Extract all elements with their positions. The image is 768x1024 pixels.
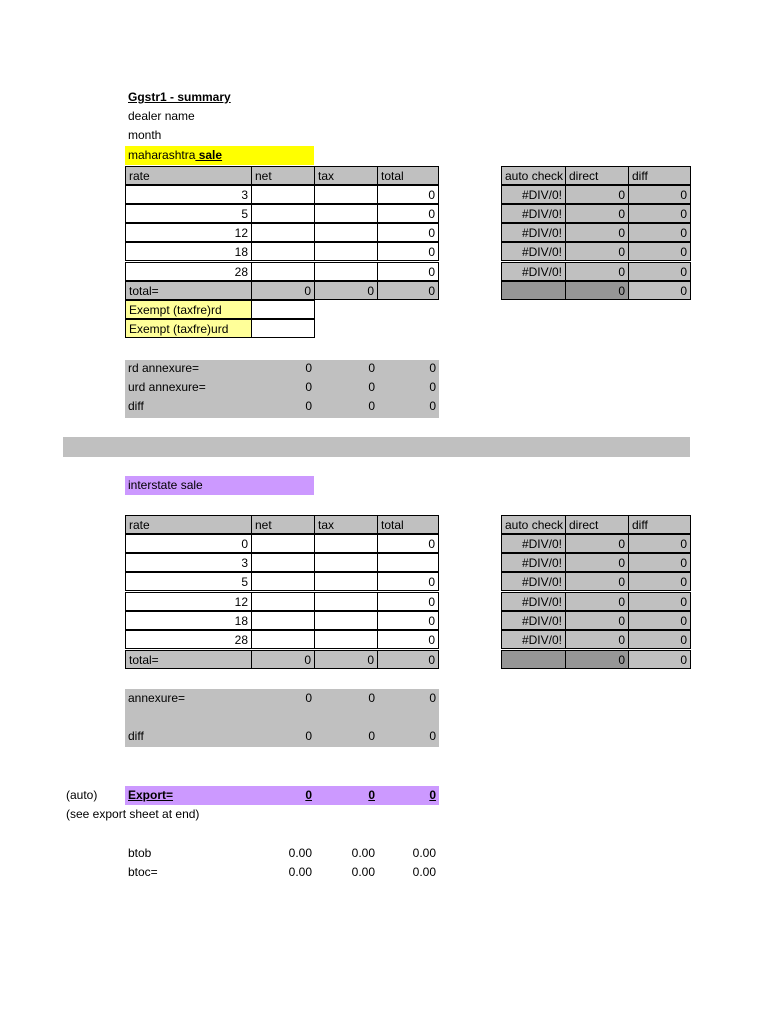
- is-total-cell[interactable]: 0: [377, 534, 439, 553]
- maharashtra-sale-title: [125, 146, 314, 165]
- mh-total-label: total=: [125, 281, 252, 300]
- is-check-direct[interactable]: 0: [565, 630, 629, 649]
- mh-rate-cell[interactable]: 12: [125, 223, 252, 242]
- is-net-cell[interactable]: [251, 630, 315, 649]
- mh-rate-cell[interactable]: 18: [125, 242, 252, 261]
- is-annexure-label: annexure=: [128, 691, 186, 705]
- mh-net-cell[interactable]: [251, 242, 315, 261]
- is-rate-cell[interactable]: 3: [125, 553, 252, 572]
- mh-check-total-blank: [501, 281, 566, 300]
- mh-check-diff[interactable]: 0: [628, 204, 691, 223]
- is-check-auto[interactable]: #DIV/0!: [501, 611, 566, 630]
- is-check-col-diff: diff: [628, 515, 691, 534]
- is-check-auto[interactable]: #DIV/0!: [501, 572, 566, 591]
- maharashtra-title-prefix: maharashtra: [128, 148, 196, 162]
- mh-total-total[interactable]: 0: [377, 281, 439, 300]
- mh-diff-label: diff: [128, 399, 144, 413]
- btoc-label: btoc=: [128, 865, 158, 879]
- section-separator: [63, 437, 690, 457]
- mh-total-cell[interactable]: 0: [377, 262, 439, 281]
- is-check-diff[interactable]: 0: [628, 630, 691, 649]
- is-col-total: total: [377, 515, 439, 534]
- mh-total-cell[interactable]: 0: [377, 223, 439, 242]
- mh-total-net[interactable]: 0: [251, 281, 315, 300]
- rd-annexure-net[interactable]: 0: [305, 361, 312, 375]
- is-tax-cell[interactable]: [314, 534, 378, 553]
- is-total-cell[interactable]: 0: [377, 572, 439, 591]
- mh-check-auto[interactable]: #DIV/0!: [501, 242, 566, 261]
- mh-tax-cell[interactable]: [314, 223, 378, 242]
- is-net-cell[interactable]: [251, 572, 315, 591]
- is-check-total-direct[interactable]: 0: [565, 650, 629, 669]
- is-total-tax[interactable]: 0: [314, 650, 378, 669]
- export-total[interactable]: 0: [429, 788, 436, 802]
- export-label: Export=: [128, 788, 174, 802]
- mh-rate-cell[interactable]: 28: [125, 262, 252, 281]
- is-col-rate: rate: [125, 515, 252, 534]
- is-annexure-net[interactable]: 0: [305, 691, 312, 705]
- is-net-cell[interactable]: [251, 553, 315, 572]
- mh-check-col-auto: auto check: [501, 166, 566, 185]
- is-diff-net[interactable]: 0: [305, 729, 312, 743]
- is-col-tax: tax: [314, 515, 378, 534]
- mh-check-diff[interactable]: 0: [628, 185, 691, 204]
- btob-label: btob: [128, 846, 152, 860]
- is-check-direct[interactable]: 0: [565, 572, 629, 591]
- is-rate-cell[interactable]: 18: [125, 611, 252, 630]
- is-net-cell[interactable]: [251, 611, 315, 630]
- mh-diff-net[interactable]: 0: [305, 399, 312, 413]
- mh-tax-cell[interactable]: [314, 262, 378, 281]
- mh-net-cell[interactable]: [251, 262, 315, 281]
- is-rate-cell[interactable]: 0: [125, 534, 252, 553]
- rd-annexure-total[interactable]: 0: [429, 361, 436, 375]
- btob-tax[interactable]: 0.00: [351, 846, 375, 860]
- is-check-auto[interactable]: #DIV/0!: [501, 630, 566, 649]
- btoc-tax[interactable]: 0.00: [351, 865, 375, 879]
- export-net[interactable]: 0: [305, 788, 312, 802]
- is-check-auto[interactable]: #DIV/0!: [501, 534, 566, 553]
- mh-check-diff[interactable]: 0: [628, 242, 691, 261]
- exempt-rd-value[interactable]: [251, 300, 315, 319]
- mh-rate-cell[interactable]: 5: [125, 204, 252, 223]
- mh-check-direct[interactable]: 0: [565, 185, 629, 204]
- mh-col-total: total: [377, 166, 439, 185]
- mh-check-diff[interactable]: 0: [628, 223, 691, 242]
- is-net-cell[interactable]: [251, 534, 315, 553]
- is-total-total[interactable]: 0: [377, 650, 439, 669]
- is-check-direct[interactable]: 0: [565, 553, 629, 572]
- is-col-net: net: [251, 515, 315, 534]
- is-total-cell[interactable]: 0: [377, 592, 439, 611]
- mh-col-tax: tax: [314, 166, 378, 185]
- mh-check-col-diff: diff: [628, 166, 691, 185]
- mh-total-cell[interactable]: 0: [377, 185, 439, 204]
- is-tax-cell[interactable]: [314, 553, 378, 572]
- is-rate-cell[interactable]: 12: [125, 592, 252, 611]
- is-net-cell[interactable]: [251, 592, 315, 611]
- mh-check-auto[interactable]: #DIV/0!: [501, 262, 566, 281]
- is-check-auto[interactable]: #DIV/0!: [501, 553, 566, 572]
- export-auto-label: (auto): [66, 788, 98, 802]
- mh-net-cell[interactable]: [251, 223, 315, 242]
- mh-diff-total[interactable]: 0: [429, 399, 436, 413]
- is-rate-cell[interactable]: 28: [125, 630, 252, 649]
- export-tax[interactable]: 0: [368, 788, 375, 802]
- mh-total-cell[interactable]: 0: [377, 204, 439, 223]
- urd-annexure-label: urd annexure=: [128, 380, 206, 394]
- sheet-title: Ggstr1 - summary: [128, 90, 231, 104]
- mh-col-net: net: [251, 166, 315, 185]
- mh-tax-cell[interactable]: [314, 204, 378, 223]
- mh-check-direct[interactable]: 0: [565, 223, 629, 242]
- btoc-total[interactable]: 0.00: [412, 865, 436, 879]
- mh-tax-cell[interactable]: [314, 185, 378, 204]
- is-diff-total[interactable]: 0: [429, 729, 436, 743]
- urd-annexure-net[interactable]: 0: [305, 380, 312, 394]
- urd-annexure-total[interactable]: 0: [429, 380, 436, 394]
- mh-check-diff[interactable]: 0: [628, 262, 691, 281]
- mh-net-cell[interactable]: [251, 185, 315, 204]
- mh-check-total-diff[interactable]: 0: [628, 281, 691, 300]
- mh-diff-tax[interactable]: 0: [368, 399, 375, 413]
- mh-total-cell[interactable]: 0: [377, 242, 439, 261]
- rd-annexure-label: rd annexure=: [128, 361, 200, 375]
- is-check-col-direct: direct: [565, 515, 629, 534]
- export-note: (see export sheet at end): [66, 807, 200, 821]
- is-total-cell[interactable]: [377, 553, 439, 572]
- mh-total-tax[interactable]: 0: [314, 281, 378, 300]
- is-annexure-tax[interactable]: 0: [368, 691, 375, 705]
- is-check-total-diff[interactable]: 0: [628, 650, 691, 669]
- is-total-cell[interactable]: 0: [377, 630, 439, 649]
- mh-check-auto[interactable]: #DIV/0!: [501, 223, 566, 242]
- is-check-diff[interactable]: 0: [628, 534, 691, 553]
- exempt-rd-label: Exempt (taxfre)rd: [125, 300, 252, 319]
- month-label: month: [128, 128, 162, 142]
- mh-check-auto[interactable]: #DIV/0!: [501, 204, 566, 223]
- is-annexure-total[interactable]: 0: [429, 691, 436, 705]
- urd-annexure-tax[interactable]: 0: [368, 380, 375, 394]
- mh-check-direct[interactable]: 0: [565, 262, 629, 281]
- is-check-diff[interactable]: 0: [628, 611, 691, 630]
- mh-check-col-direct: direct: [565, 166, 629, 185]
- btoc-net[interactable]: 0.00: [288, 865, 312, 879]
- maharashtra-title-suffix: sale: [195, 148, 223, 162]
- is-check-direct[interactable]: 0: [565, 534, 629, 553]
- interstate-sale-title: interstate sale: [125, 476, 314, 495]
- is-rate-cell[interactable]: 5: [125, 572, 252, 591]
- is-check-diff[interactable]: 0: [628, 572, 691, 591]
- dealer-name-label: dealer name: [128, 109, 195, 123]
- is-tax-cell[interactable]: [314, 611, 378, 630]
- is-diff-label: diff: [128, 729, 144, 743]
- is-total-label: total=: [125, 650, 252, 669]
- is-check-auto[interactable]: #DIV/0!: [501, 592, 566, 611]
- is-tax-cell[interactable]: [314, 572, 378, 591]
- btob-net[interactable]: 0.00: [288, 846, 312, 860]
- is-diff-tax[interactable]: 0: [368, 729, 375, 743]
- mh-tax-cell[interactable]: [314, 242, 378, 261]
- btob-total[interactable]: 0.00: [412, 846, 436, 860]
- is-check-col-auto: auto check: [501, 515, 566, 534]
- rd-annexure-tax[interactable]: 0: [368, 361, 375, 375]
- is-check-diff[interactable]: 0: [628, 592, 691, 611]
- mh-rate-cell[interactable]: 3: [125, 185, 252, 204]
- is-check-total-blank: [501, 650, 566, 669]
- is-tax-cell[interactable]: [314, 592, 378, 611]
- mh-check-total-direct[interactable]: 0: [565, 281, 629, 300]
- mh-net-cell[interactable]: [251, 204, 315, 223]
- is-check-direct[interactable]: 0: [565, 592, 629, 611]
- mh-check-direct[interactable]: 0: [565, 242, 629, 261]
- exempt-urd-label: Exempt (taxfre)urd: [125, 319, 252, 338]
- is-tax-cell[interactable]: [314, 630, 378, 649]
- mh-col-rate: rate: [125, 166, 252, 185]
- is-check-diff[interactable]: 0: [628, 553, 691, 572]
- is-total-net[interactable]: 0: [251, 650, 315, 669]
- is-total-cell[interactable]: 0: [377, 611, 439, 630]
- mh-check-auto[interactable]: #DIV/0!: [501, 185, 566, 204]
- is-check-direct[interactable]: 0: [565, 611, 629, 630]
- mh-check-direct[interactable]: 0: [565, 204, 629, 223]
- exempt-urd-value[interactable]: [251, 319, 315, 338]
